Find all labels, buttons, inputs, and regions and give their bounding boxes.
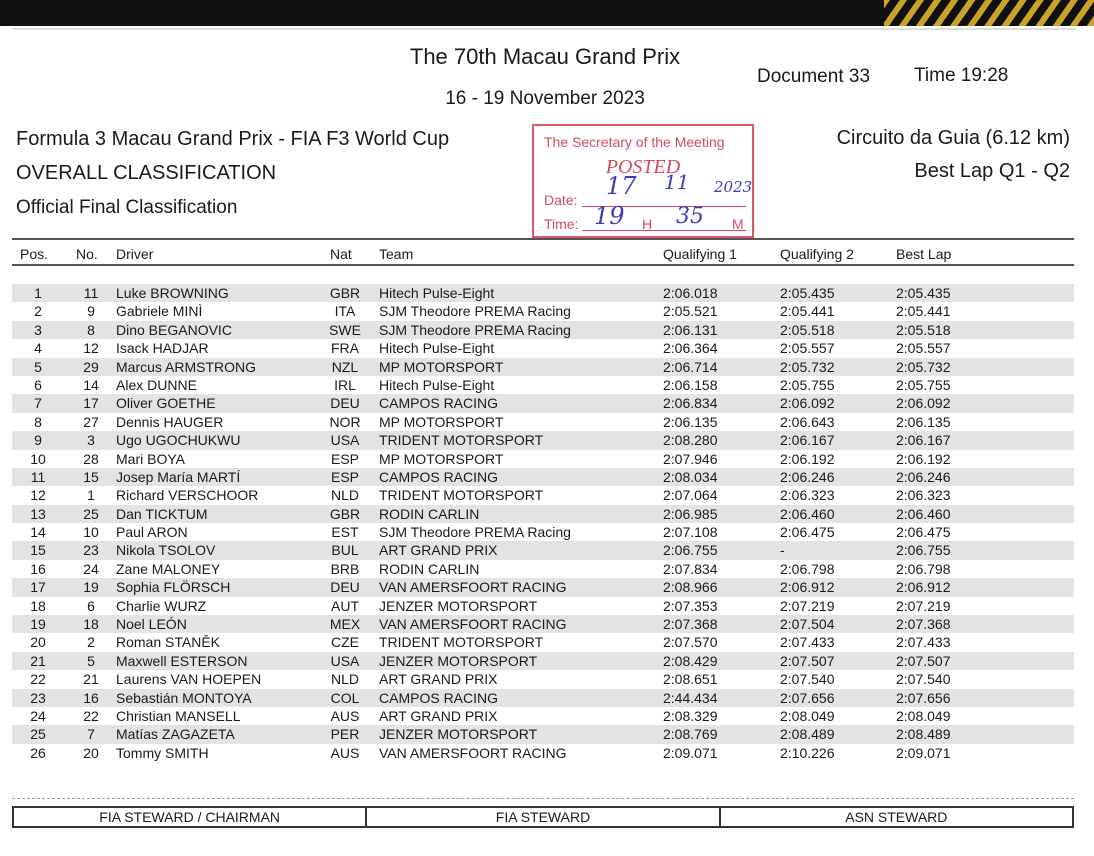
series-title: Formula 3 Macau Grand Prix - FIA F3 World Cup xyxy=(16,128,450,150)
cell-pos: 4 xyxy=(34,340,42,357)
col-no-header: No. xyxy=(76,246,98,262)
stamp-posted: POSTED xyxy=(605,156,681,178)
table-row xyxy=(12,689,1074,707)
cell-q2: 2:05.441 xyxy=(780,303,835,320)
cell-q2: 2:06.912 xyxy=(780,579,835,596)
cell-driver: Paul ARON xyxy=(116,524,188,541)
cell-no: 27 xyxy=(83,413,99,430)
table-row xyxy=(12,541,1074,559)
cell-q2: 2:06.460 xyxy=(780,505,835,522)
cell-best: 2:07.368 xyxy=(896,616,951,633)
cell-no: 1 xyxy=(87,487,95,504)
cell-best: 2:05.557 xyxy=(896,340,951,357)
cell-no: 16 xyxy=(83,689,99,706)
table-row xyxy=(12,450,1074,468)
cell-no: 23 xyxy=(83,542,99,559)
cell-best: 2:06.323 xyxy=(896,487,951,504)
cell-nat: NOR xyxy=(329,413,361,430)
cell-nat: BRB xyxy=(330,560,360,577)
cell-best: 2:09.071 xyxy=(896,744,951,761)
cell-q1: 2:08.429 xyxy=(663,652,718,669)
cell-no: 3 xyxy=(87,432,95,449)
cell-q1: 2:07.834 xyxy=(663,560,718,577)
cell-driver: Isack HADJAR xyxy=(116,340,209,357)
cell-team: JENZER MOTORSPORT xyxy=(379,726,538,743)
cell-q2: - xyxy=(780,542,785,559)
cell-driver: Gabriele MINÌ xyxy=(116,303,203,320)
cell-best: 2:06.798 xyxy=(896,560,951,577)
cell-no: 14 xyxy=(83,376,99,393)
cell-team: CAMPOS RACING xyxy=(379,395,499,412)
cell-pos: 2 xyxy=(34,303,42,320)
cell-pos: 16 xyxy=(30,560,46,577)
cell-best: 2:07.433 xyxy=(896,634,951,651)
stamp-date-label: Date: xyxy=(544,192,578,208)
table-row xyxy=(12,394,1074,412)
document-number: Document 33 xyxy=(757,66,871,87)
cell-driver: Richard VERSCHOOR xyxy=(116,487,259,504)
stamp-time-line xyxy=(582,230,746,231)
cell-no: 20 xyxy=(83,744,99,761)
cell-no: 17 xyxy=(83,395,99,412)
cell-best: 2:06.912 xyxy=(896,579,951,596)
cell-nat: EST xyxy=(331,524,359,541)
cell-nat: AUS xyxy=(330,744,360,761)
cell-best: 2:06.246 xyxy=(896,468,951,485)
table-row xyxy=(12,431,1074,449)
cell-q1: 2:06.131 xyxy=(663,321,718,338)
cell-no: 28 xyxy=(83,450,99,467)
cell-driver: Alex DUNNE xyxy=(116,376,197,393)
cell-no: 15 xyxy=(83,468,99,485)
col-q1-header: Qualifying 1 xyxy=(663,246,737,262)
cell-best: 2:07.656 xyxy=(896,689,951,706)
table-row xyxy=(12,358,1074,376)
table-row xyxy=(12,707,1074,725)
asn-steward-label: ASN STEWARD xyxy=(845,809,948,825)
event-dates: 16 - 19 November 2023 xyxy=(445,88,645,109)
cell-nat: MEX xyxy=(329,616,361,633)
table-row xyxy=(12,523,1074,541)
cell-best: 2:05.732 xyxy=(896,358,951,375)
cell-q1: 2:06.985 xyxy=(663,505,718,522)
cell-driver: Dino BEGANOVIC xyxy=(116,321,232,338)
cell-pos: 6 xyxy=(34,376,42,393)
cell-pos: 25 xyxy=(30,726,46,743)
cell-driver: Sebastián MONTOYA xyxy=(116,689,252,706)
posted-stamp xyxy=(532,124,754,238)
cell-pos: 23 xyxy=(30,689,46,706)
table-row xyxy=(12,578,1074,596)
col-q2-header: Qualifying 2 xyxy=(780,246,854,262)
cell-q1: 2:08.966 xyxy=(663,579,718,596)
cell-driver: Sophia FLÖRSCH xyxy=(116,579,231,596)
top-banner xyxy=(0,0,1094,26)
cell-nat: ESP xyxy=(330,450,359,467)
cell-q1: 2:05.521 xyxy=(663,303,718,320)
cell-q1: 2:06.755 xyxy=(663,542,718,559)
handwritten-time-hour: 19 xyxy=(594,202,625,230)
cell-best: 2:06.475 xyxy=(896,524,951,541)
cell-best: 2:08.049 xyxy=(896,707,951,724)
cell-q1: 2:08.651 xyxy=(663,671,718,688)
col-pos-header: Pos. xyxy=(20,246,49,262)
stamp-m-label: M xyxy=(732,216,744,232)
cell-team: CAMPOS RACING xyxy=(379,689,499,706)
stamp-h-label: H xyxy=(642,216,653,232)
cell-driver: Dennis HAUGER xyxy=(116,413,224,430)
table-row xyxy=(12,302,1074,320)
cell-nat: SWE xyxy=(329,321,361,338)
cell-pos: 8 xyxy=(34,413,42,430)
fia-steward-chairman-label: FIA STEWARD / CHAIRMAN xyxy=(14,808,367,826)
cell-pos: 13 xyxy=(30,505,46,522)
cell-pos: 5 xyxy=(34,358,42,375)
cell-team: ART GRAND PRIX xyxy=(379,671,498,688)
cell-q1: 2:08.769 xyxy=(663,726,718,743)
cell-team: CAMPOS RACING xyxy=(379,468,499,485)
cell-q1: 2:44.434 xyxy=(663,689,718,706)
cell-driver: Nikola TSOLOV xyxy=(116,542,216,559)
handwritten-time-minute: 35 xyxy=(676,204,704,229)
cell-q1: 2:06.018 xyxy=(663,285,718,301)
cell-pos: 1 xyxy=(34,285,42,301)
cell-best: 2:05.518 xyxy=(896,321,951,338)
cell-driver: Ugo UGOCHUKWU xyxy=(116,432,241,449)
cell-no: 7 xyxy=(87,726,95,743)
stamp-header: The Secretary of the Meeting xyxy=(544,134,725,150)
cell-best: 2:06.135 xyxy=(896,413,951,430)
table-row xyxy=(12,376,1074,394)
cell-no: 25 xyxy=(83,505,99,522)
cell-q2: 2:08.049 xyxy=(780,707,835,724)
cell-q1: 2:06.364 xyxy=(663,340,718,357)
signature-footer xyxy=(12,806,1074,828)
cell-best: 2:08.489 xyxy=(896,726,951,743)
cell-q2: 2:07.504 xyxy=(780,616,835,633)
cell-nat: NLD xyxy=(330,671,359,688)
cell-pos: 24 xyxy=(30,707,46,724)
col-team-header: Team xyxy=(379,246,414,262)
classification-subtitle: Official Final Classification xyxy=(16,197,238,218)
table-row xyxy=(12,597,1074,615)
cell-team: JENZER MOTORSPORT xyxy=(379,652,538,669)
cell-team: RODIN CARLIN xyxy=(379,560,480,577)
cell-q2: 2:05.755 xyxy=(780,376,835,393)
cell-no: 9 xyxy=(87,303,95,320)
cell-best: 2:06.460 xyxy=(896,505,951,522)
cell-driver: Dan TICKTUM xyxy=(116,505,208,522)
cell-team: Hitech Pulse-Eight xyxy=(379,285,495,301)
handwritten-date-day: 17 xyxy=(606,172,637,200)
cell-best: 2:06.167 xyxy=(896,432,951,449)
table-row xyxy=(12,284,1074,302)
cell-q2: 2:07.656 xyxy=(780,689,835,706)
cell-pos: 18 xyxy=(30,597,46,614)
table-row xyxy=(12,468,1074,486)
cell-best: 2:05.435 xyxy=(896,285,951,301)
cell-nat: ITA xyxy=(334,303,356,320)
cell-q2: 2:06.798 xyxy=(780,560,835,577)
cell-nat: CZE xyxy=(331,634,359,651)
table-row xyxy=(12,744,1074,762)
cell-q1: 2:08.329 xyxy=(663,707,718,724)
cell-best: 2:05.755 xyxy=(896,376,951,393)
col-best-header: Best Lap xyxy=(896,246,952,262)
classification-title: OVERALL CLASSIFICATION xyxy=(16,162,277,184)
table-row xyxy=(12,615,1074,633)
cell-q1: 2:06.834 xyxy=(663,395,718,412)
cell-driver: Noel LEÓN xyxy=(116,616,187,633)
cell-driver: Roman STANĚK xyxy=(116,634,220,651)
col-nat-header: Nat xyxy=(330,246,352,262)
cell-nat: AUS xyxy=(330,707,360,724)
cell-team: RODIN CARLIN xyxy=(379,505,480,522)
cell-no: 8 xyxy=(87,321,95,338)
cell-nat: DEU xyxy=(330,579,360,596)
cell-pos: 21 xyxy=(30,652,46,669)
cell-team: VAN AMERSFOORT RACING xyxy=(379,579,567,596)
cell-pos: 14 xyxy=(30,524,46,541)
cell-pos: 11 xyxy=(30,468,46,485)
cell-team: Hitech Pulse-Eight xyxy=(379,340,495,357)
cell-best: 2:07.507 xyxy=(896,652,951,669)
col-driver-header: Driver xyxy=(116,246,154,262)
cell-team: JENZER MOTORSPORT xyxy=(379,597,538,614)
cell-q1: 2:06.158 xyxy=(663,376,718,393)
handwritten-date-month: 11 xyxy=(664,170,690,194)
cell-no: 6 xyxy=(87,597,95,614)
cell-nat: AUT xyxy=(331,597,359,614)
cell-q2: 2:05.435 xyxy=(780,285,835,301)
cell-q1: 2:07.368 xyxy=(663,616,718,633)
cell-driver: Zane MALONEY xyxy=(116,560,221,577)
cell-pos: 19 xyxy=(30,616,46,633)
cell-team: SJM Theodore PREMA Racing xyxy=(379,321,571,338)
cell-team: TRIDENT MOTORSPORT xyxy=(379,634,544,651)
cell-pos: 9 xyxy=(34,432,42,449)
table-row xyxy=(12,725,1074,743)
cell-q1: 2:07.570 xyxy=(663,634,718,651)
cell-nat: GBR xyxy=(329,285,361,301)
cell-driver: Maxwell ESTERSON xyxy=(116,652,248,669)
cell-no: 19 xyxy=(83,579,99,596)
cell-q2: 2:07.540 xyxy=(780,671,835,688)
table-row xyxy=(12,505,1074,523)
hazard-stripes-graphic xyxy=(884,0,1094,26)
cell-no: 12 xyxy=(83,340,99,357)
cell-q1: 2:08.280 xyxy=(663,432,718,449)
cell-team: VAN AMERSFOORT RACING xyxy=(379,616,567,633)
cell-no: 10 xyxy=(83,524,99,541)
cell-driver: Matías ZAGAZETA xyxy=(116,726,235,743)
cell-no: 29 xyxy=(83,358,99,375)
cell-team: SJM Theodore PREMA Racing xyxy=(379,524,571,541)
cell-q2: 2:06.092 xyxy=(780,395,835,412)
cell-nat: NLD xyxy=(330,487,359,504)
cell-best: 2:06.092 xyxy=(896,395,951,412)
cell-pos: 12 xyxy=(30,487,46,504)
circuit-name: Circuito da Guia (6.12 km) xyxy=(836,127,1070,149)
cell-nat: PER xyxy=(330,726,360,743)
cell-q2: 2:05.557 xyxy=(780,340,835,357)
cell-no: 18 xyxy=(83,616,99,633)
cell-q1: 2:09.071 xyxy=(663,744,718,761)
footer-divider xyxy=(12,798,1074,799)
cell-team: ART GRAND PRIX xyxy=(379,542,498,559)
cell-q2: 2:05.732 xyxy=(780,358,835,375)
cell-driver: Tommy SMITH xyxy=(116,744,209,761)
cell-q1: 2:07.353 xyxy=(663,597,718,614)
cell-driver: Luke BROWNING xyxy=(116,285,229,301)
cell-no: 11 xyxy=(83,285,99,301)
cell-nat: GBR xyxy=(329,505,361,522)
cell-no: 5 xyxy=(87,652,95,669)
cell-q2: 2:06.323 xyxy=(780,487,835,504)
cell-best: 2:06.192 xyxy=(896,450,951,467)
cell-team: ART GRAND PRIX xyxy=(379,707,498,724)
cell-q1: 2:07.108 xyxy=(663,524,718,541)
cell-nat: FRA xyxy=(331,340,359,357)
cell-team: TRIDENT MOTORSPORT xyxy=(379,432,544,449)
cell-driver: Josep María MARTÍ xyxy=(116,468,241,485)
table-row xyxy=(12,339,1074,357)
cell-team: MP MOTORSPORT xyxy=(379,450,504,467)
cell-q2: 2:08.489 xyxy=(780,726,835,743)
event-title: The 70th Macau Grand Prix xyxy=(409,44,681,69)
classification-table xyxy=(12,284,1074,762)
cell-q2: 2:07.507 xyxy=(780,652,835,669)
cell-driver: Charlie WURZ xyxy=(116,597,207,614)
cell-driver: Laurens VAN HOEPEN xyxy=(116,671,262,688)
cell-nat: DEU xyxy=(330,395,360,412)
cell-q1: 2:07.946 xyxy=(663,450,718,467)
cell-nat: COL xyxy=(330,689,360,706)
cell-pos: 10 xyxy=(30,450,46,467)
cell-team: SJM Theodore PREMA Racing xyxy=(379,303,571,320)
handwritten-date-year: 2023 xyxy=(714,178,753,196)
cell-q2: 2:06.167 xyxy=(780,432,835,449)
stamp-time-label: Time: xyxy=(544,216,579,232)
table-row xyxy=(12,670,1074,688)
cell-driver: Marcus ARMSTRONG xyxy=(116,358,257,375)
cell-team: MP MOTORSPORT xyxy=(379,358,504,375)
cell-driver: Mari BOYA xyxy=(116,450,185,467)
cell-best: 2:07.540 xyxy=(896,671,951,688)
fia-steward-label: FIA STEWARD xyxy=(367,808,720,826)
cell-best: 2:07.219 xyxy=(896,597,951,614)
cell-team: VAN AMERSFOORT RACING xyxy=(379,744,567,761)
table-row xyxy=(12,560,1074,578)
cell-nat: ESP xyxy=(330,468,359,485)
cell-pos: 17 xyxy=(30,579,46,596)
document-time: Time 19:28 xyxy=(914,65,1009,86)
table-header xyxy=(12,238,1074,266)
cell-q2: 2:07.433 xyxy=(780,634,835,651)
cell-team: Hitech Pulse-Eight xyxy=(379,376,495,393)
cell-nat: BUL xyxy=(331,542,359,559)
cell-nat: USA xyxy=(330,432,360,449)
divider xyxy=(12,28,1076,30)
best-lap-label: Best Lap Q1 - Q2 xyxy=(914,160,1070,182)
cell-no: 24 xyxy=(83,560,99,577)
cell-q1: 2:08.034 xyxy=(663,468,718,485)
cell-pos: 3 xyxy=(34,321,42,338)
cell-pos: 26 xyxy=(30,744,46,761)
cell-nat: USA xyxy=(330,652,360,669)
cell-q2: 2:06.475 xyxy=(780,524,835,541)
cell-no: 21 xyxy=(83,671,99,688)
cell-best: 2:05.441 xyxy=(896,303,951,320)
cell-no: 22 xyxy=(83,707,99,724)
cell-q2: 2:06.643 xyxy=(780,413,835,430)
table-row xyxy=(12,633,1074,651)
table-row xyxy=(12,486,1074,504)
cell-best: 2:06.755 xyxy=(896,542,951,559)
cell-no: 2 xyxy=(87,634,95,651)
cell-q1: 2:06.714 xyxy=(663,358,718,375)
cell-q2: 2:10.226 xyxy=(780,744,835,761)
cell-q2: 2:06.246 xyxy=(780,468,835,485)
cell-driver: Oliver GOETHE xyxy=(116,395,216,412)
table-row xyxy=(12,413,1074,431)
table-row xyxy=(12,321,1074,339)
cell-q2: 2:05.518 xyxy=(780,321,835,338)
cell-q1: 2:07.064 xyxy=(663,487,718,504)
cell-team: MP MOTORSPORT xyxy=(379,413,504,430)
cell-q2: 2:07.219 xyxy=(780,597,835,614)
cell-q1: 2:06.135 xyxy=(663,413,718,430)
cell-pos: 7 xyxy=(34,395,42,412)
cell-q2: 2:06.192 xyxy=(780,450,835,467)
cell-driver: Christian MANSELL xyxy=(116,707,241,724)
cell-nat: IRL xyxy=(334,376,356,393)
table-row xyxy=(12,652,1074,670)
cell-pos: 22 xyxy=(30,671,46,688)
cell-team: TRIDENT MOTORSPORT xyxy=(379,487,544,504)
cell-nat: NZL xyxy=(331,358,359,375)
cell-pos: 15 xyxy=(30,542,46,559)
cell-pos: 20 xyxy=(30,634,46,651)
